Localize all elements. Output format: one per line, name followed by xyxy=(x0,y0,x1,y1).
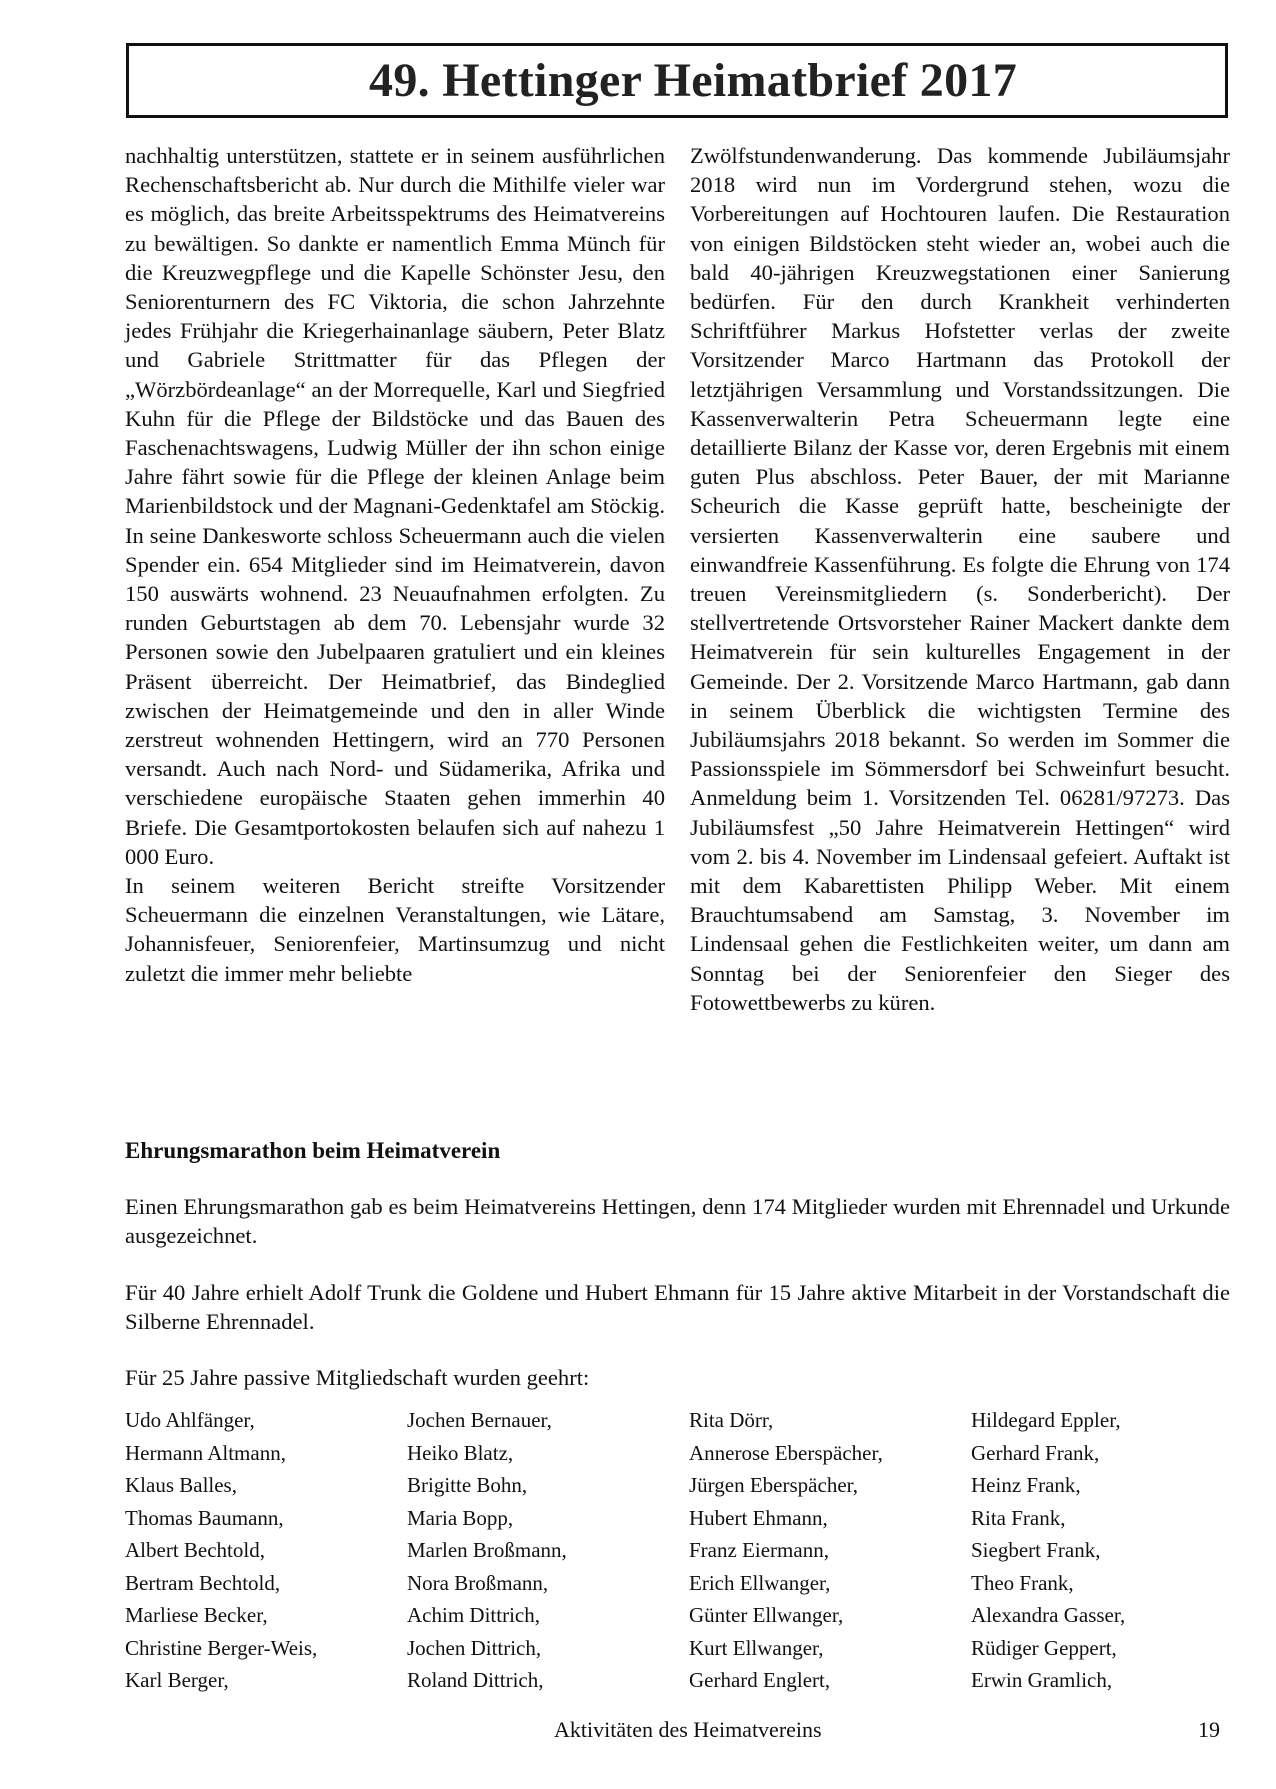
honoree-name: Annerose Eberspächer, xyxy=(689,1440,883,1465)
honoree-name: Hubert Ehmann, xyxy=(689,1505,828,1530)
honoree-name: Marliese Becker, xyxy=(125,1603,268,1627)
honoree-name: Gerhard Englert, xyxy=(689,1668,831,1692)
honoree-name: Albert Bechtold, xyxy=(125,1538,265,1562)
honoree-name: Thomas Baumann, xyxy=(125,1505,284,1530)
honoree-name: Jochen Bernauer, xyxy=(407,1408,552,1432)
article-paragraph: Zwölfstundenwanderung. Das kommende Jubiläumsjahr 2018 wird nun im Vordergrund stehen, wozu die Vorbereitungen auf Hochtouren laufen. Die Restauration von einigen Bildstöcken steht wieder an, wobei auch die bald 40-jährigen Kreuzwegstationen einer Sanierung bedürfen. Für den durch Krankheit verhinderten Schriftführer Markus Hofstetter verlas der zweite Vorsitzender Marco Hartmann das Protokoll der letztjährigen Versammlung und Vorstandssitzungen. Die Kassenverwalterin Petra Scheuermann legte eine detaillierte Bilanz der Kasse vor, deren Ergebnis mit einem guten Plus abschloss. Peter Bauer, der mit Marianne Scheurich die Kasse geprüft hatte, bescheinigte der versierten Kassenverwalterin eine saubere und einwandfreie Kassenführung. Es folgte die Ehrung von 174 treuen Vereinsmitgliedern (s. Sonderbericht). Der stellvertretende Ortsvorsteher Rainer Mackert dankte dem Heimatverein für sein kulturelles Engagement in der Gemeinde. Der 2. Vorsitzende Marco Hartmann, gab dann in seinem Überblick die wichtigsten Termine des Jubiläumsjahrs 2018 bekannt. So werden im Sommer die Passionsspiele im Sömmersdorf bei Schweinfurt besucht. Anmeldung beim 1. Vorsitzenden Tel. 06281/97273. Das Jubiläumsfest „50 Jahre Heimatverein Hettingen“ wird vom 2. bis 4. November im Lindensaal gefeiert. Auftakt ist mit dem Kabarettisten Philipp Weber. Mit einem Brauchtumsabend am Samstag, 3. November im Lindensaal gehen die Festlichkeiten weiter, um dann am Sonntag bei der Seniorenfeier den Sieger des Fotowettbewerbs zu küren. xyxy=(690,143,1230,1015)
honoree-name: Alexandra Gasser, xyxy=(971,1603,1126,1627)
honoree-name: Hildegard Eppler, xyxy=(971,1408,1121,1432)
honors-passive-label: Für 25 Jahre passive Mitgliedschaft wurden geehrt: xyxy=(125,1365,590,1390)
article-column-left xyxy=(125,141,665,1017)
honoree-name: Franz Eiermann, xyxy=(689,1538,829,1562)
honoree-name: Erwin Gramlich, xyxy=(971,1668,1113,1692)
page-header xyxy=(126,43,1228,118)
footer-section-label: Aktivitäten des Heimatvereins xyxy=(554,1717,822,1742)
honoree-name: Siegbert Frank, xyxy=(971,1538,1101,1562)
honoree-name: Udo Ahlfänger, xyxy=(125,1408,255,1432)
honoree-column xyxy=(689,1404,971,1697)
honoree-name: Kurt Ellwanger, xyxy=(689,1635,824,1660)
honoree-column xyxy=(407,1404,689,1697)
honoree-column xyxy=(971,1404,1230,1697)
honors-intro: Einen Ehrungsmarathon gab es beim Heimatvereins Hettingen, denn 174 Mitglieder wurden mit Ehrennadel und Urkunde ausgezeichnet. xyxy=(125,1194,1230,1249)
page-title: 49. Hettinger Heimatbrief 2017 xyxy=(369,54,1017,107)
honoree-name: Christine Berger-Weis, xyxy=(125,1635,318,1660)
honoree-name: Karl Berger, xyxy=(125,1668,229,1692)
honoree-name: Jürgen Eberspächer, xyxy=(689,1473,859,1497)
honors-gold-silver: Für 40 Jahre erhielt Adolf Trunk die Goldene und Hubert Ehmann für 15 Jahre aktive Mitarbeit in der Vorstandschaft die Silberne Ehrennadel. xyxy=(125,1280,1230,1335)
honoree-name: Erich Ellwanger, xyxy=(689,1570,831,1595)
honoree-name: Rüdiger Geppert, xyxy=(971,1635,1117,1660)
article-column-right xyxy=(690,141,1230,1017)
honoree-name: Rita Dörr, xyxy=(689,1408,774,1432)
section-heading: Ehrungsmarathon beim Heimatverein xyxy=(125,1138,501,1163)
honoree-name: Gerhard Frank, xyxy=(971,1440,1100,1465)
honoree-name: Roland Dittrich, xyxy=(407,1668,544,1692)
honoree-name: Klaus Balles, xyxy=(125,1473,237,1497)
honoree-name: Maria Bopp, xyxy=(407,1505,514,1530)
article-columns xyxy=(125,141,1230,1017)
honoree-name: Heinz Frank, xyxy=(971,1473,1081,1497)
honoree-name: Nora Broßmann, xyxy=(407,1570,549,1595)
honoree-list xyxy=(125,1404,1230,1697)
article-paragraph: nachhaltig unterstützen, stattete er in seinem ausführlichen Rechenschaftsbericht ab. Nur durch die Mithilfe vieler war es möglich, das breite Arbeitsspektrums des Heimatvereins zu bewältigen. So dankte er namentlich Emma Münch für die Kreuzwegpflege und die Kapelle Schönster Jesu, den Seniorenturnern des FC Viktoria, die schon Jahrzehnte jedes Frühjahr die Kriegerhainanlage säubern, Peter Blatz und Gabriele Strittmatter für das Pflegen der „Wörzbördeanlage“ an der Morrequelle, Karl und Siegfried Kuhn für die Pflege der Bildstöcke und das Bauen des Faschenachtswagens, Ludwig Müller der ihn schon einige Jahre fährt sowie für die Pflege der kleinen Anlage beim Marienbildstock und der Magnani-Gedenktafel am Stöckig. In seine Dankesworte schloss Scheuermann auch die vielen Spender ein. 654 Mitglieder sind im Heimatverein, davon 150 auswärts wohnend. 23 Neuaufnahmen erfolgten. Zu runden Geburtstagen ab dem 70. Lebensjahr wurde 32 Personen sowie den Jubelpaaren gratuliert und ein kleines Präsent überreicht. Der Heimatbrief, das Bindeglied zwischen der Heimatgemeinde und den in aller Winde zerstreut wohnenden Hettingern, wird an 770 Personen versandt. Auch nach Nord- und Südamerika, Afrika und verschiedene europäische Staaten gehen immerhin 40 Briefe. Die Gesamtportokosten belaufen sich auf nahezu 1 000 Euro. xyxy=(125,143,665,869)
page-number: 19 xyxy=(1198,1717,1220,1742)
article-paragraph: In seinem weiteren Bericht streifte Vorsitzender Scheuermann die einzelnen Veranstaltungen, wie Lätare, Johannisfeuer, Seniorenfeier, Martinsumzug und nicht zuletzt die immer mehr beliebte xyxy=(125,873,665,986)
honoree-name: Brigitte Bohn, xyxy=(407,1473,528,1497)
honoree-name: Günter Ellwanger, xyxy=(689,1603,844,1627)
honoree-name: Jochen Dittrich, xyxy=(407,1635,542,1660)
honoree-name: Achim Dittrich, xyxy=(407,1603,540,1627)
honoree-name: Theo Frank, xyxy=(971,1570,1074,1595)
honoree-name: Heiko Blatz, xyxy=(407,1440,514,1465)
honoree-column xyxy=(125,1404,407,1697)
honoree-name: Hermann Altmann, xyxy=(125,1440,286,1465)
honoree-name: Marlen Broßmann, xyxy=(407,1538,567,1562)
honoree-name: Rita Frank, xyxy=(971,1505,1066,1530)
honoree-name: Bertram Bechtold, xyxy=(125,1570,281,1595)
